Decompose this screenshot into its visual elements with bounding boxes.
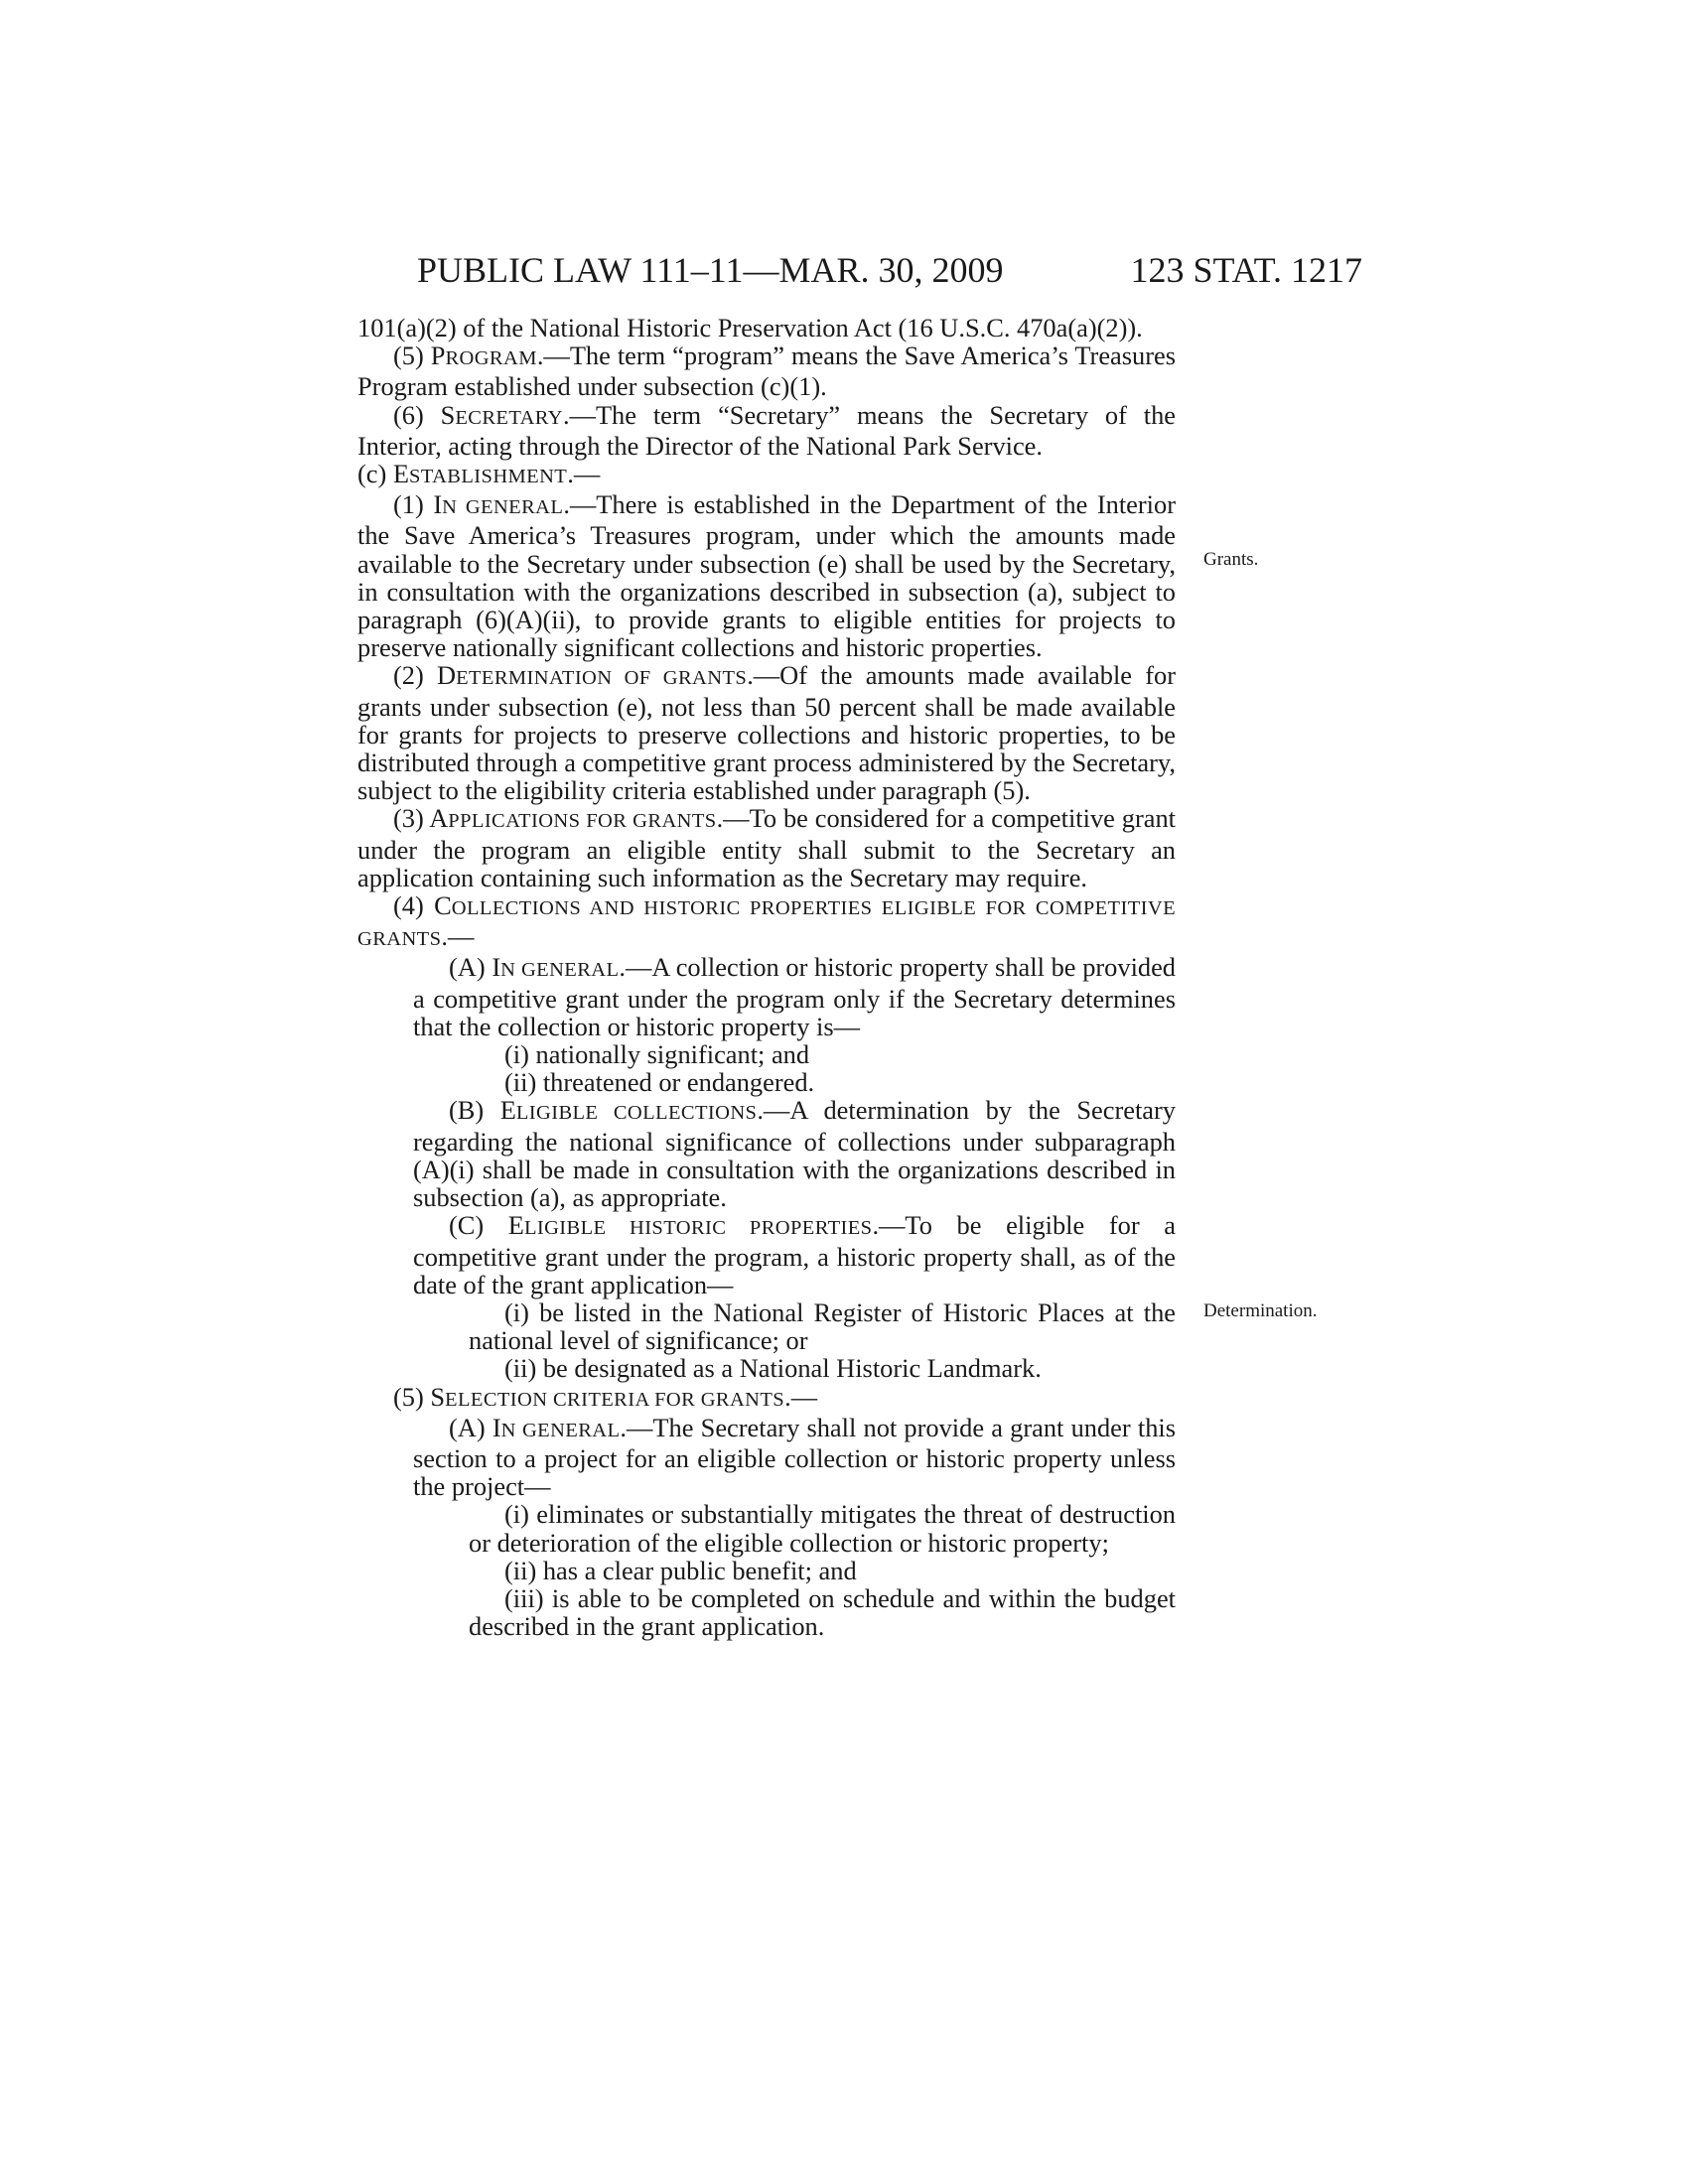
paragraph-determination-of-grants: (2) DETERMINATION OF GRANTS.—Of the amounts made available for grants under subsection (e), not less than 50 percent shall be made available for grants for projects to preserve collections and historic properties, to be distributed through a competitive grant process administered by the Secretary, subject to the eligibility criteria established under paragraph (5). xyxy=(357,660,1176,806)
clause-iii-schedule-budget: (iii) is able to be completed on schedule and within the budget described in the grant application. xyxy=(469,1582,1176,1642)
subparagraph-a-selection-in-general: (A) IN GENERAL.—The Secretary shall not provide a grant under this section to a project for an eligible collection or historic property unless the project— xyxy=(413,1412,1176,1502)
paragraph-applications-for-grants: (3) APPLICATIONS FOR GRANTS.—To be considered for a competitive grant under the program an eligible entity shall submit to the Secretary an application containing such information as the Secretary may require. xyxy=(357,803,1177,892)
clause-i-eliminates-threat: (i) eliminates or substantially mitigates the threat of destruction or deterioration of the eligible collection or historic property; xyxy=(469,1499,1176,1558)
clause-ii-public-benefit: (ii) has a clear public benefit; and xyxy=(504,1555,857,1585)
margin-note-determination: Determination. xyxy=(1203,1300,1318,1321)
header-stat-page: 123 STAT. 1217 xyxy=(1130,250,1362,290)
statute-body xyxy=(357,314,1176,1640)
subparagraph-a-in-general: (A) IN GENERAL.—A collection or historic property shall be provided a competitive grant under the program only if the Secretary determines that the collection or historic property is— xyxy=(413,952,1176,1041)
clause-ii-landmark: (ii) be designated as a National Historic Landmark. xyxy=(504,1353,1042,1384)
clause-i-nationally-significant: (i) nationally significant; and xyxy=(504,1039,810,1070)
subparagraph-b-eligible-collections: (B) ELIGIBLE COLLECTIONS.—A determination by the Secretary regarding the national significance of collections under subparagraph (A)(i) shall be made in consultation with the organizations described in subsection (a), as appropriate. xyxy=(413,1095,1176,1213)
subparagraph-c-eligible-historic-properties: (C) ELIGIBLE HISTORIC PROPERTIES.—To be eligible for a competitive grant under the program, a historic property shall, as of the date of the grant application— xyxy=(413,1210,1176,1299)
clause-ii-threatened: (ii) threatened or endangered. xyxy=(504,1067,815,1098)
definition-secretary: (6) SECRETARY.—The term “Secretary” means the Secretary of the Interior, acting through the Director of the National Park Service. xyxy=(357,399,1176,461)
clause-i-national-register: (i) be listed in the National Register of Historic Places at the national level of significance; or xyxy=(469,1297,1176,1356)
header-public-law: PUBLIC LAW 111–11—MAR. 30, 2009 xyxy=(417,250,1004,290)
paragraph-selection-criteria: (5) SELECTION CRITERIA FOR GRANTS.— xyxy=(393,1381,818,1412)
paragraph-continued: 101(a)(2) of the National Historic Preservation Act (16 U.S.C. 470a(a)(2)). xyxy=(357,313,1143,342)
definition-program: (5) PROGRAM.—The term “program” means the Save America’s Treasures Program established under subsection (c)(1). xyxy=(357,341,1177,402)
paragraph-collections-eligible: (4) COLLECTIONS AND HISTORIC PROPERTIES ELIGIBLE FOR COMPETITIVE GRANTS.— xyxy=(357,890,1176,952)
running-header xyxy=(357,250,1362,290)
paragraph-in-general: (1) IN GENERAL.—There is established in the Department of the Interior the Save America’s Treasures program, under which the amounts made available to the Secretary under subsection (e) shall be used by the Secretary, in consultation with the organizations described in subsection (a), subject to paragraph (6)(A)(ii), to provide grants to eligible entities for projects to preserve nationally significant collections and historic properties. xyxy=(357,489,1176,663)
subsection-establishment: (c) ESTABLISHMENT.— xyxy=(357,459,601,489)
margin-note-grants: Grants. xyxy=(1203,549,1259,570)
